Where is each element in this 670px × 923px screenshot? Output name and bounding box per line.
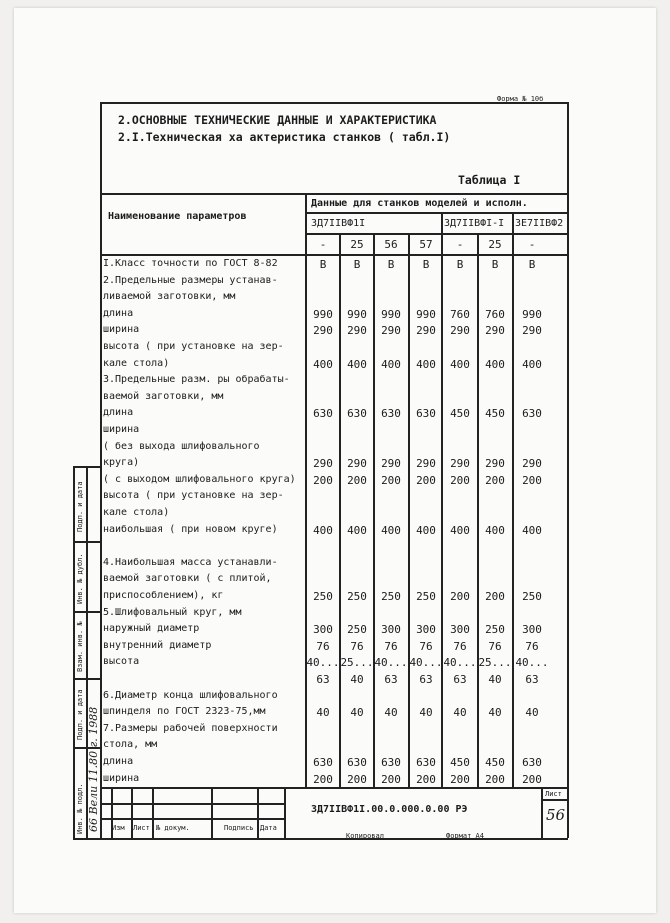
- row-value: 300: [522, 623, 542, 636]
- row-value: 990: [347, 308, 367, 321]
- stamp-repl-inv: Взам. инв. №: [76, 621, 84, 672]
- row-label: длина: [103, 407, 134, 418]
- variant-2: 25: [350, 238, 364, 251]
- row-value: 290: [522, 324, 542, 337]
- row-value: 290: [347, 457, 367, 470]
- row-value: 40...: [443, 656, 477, 669]
- row-value: 63: [384, 673, 398, 686]
- row-value: В: [387, 258, 395, 271]
- tb-date: Дата: [260, 824, 277, 832]
- stamp-rule-1: [73, 541, 101, 543]
- variant-3: 56: [384, 238, 398, 251]
- doc-code: 3Д7IIВФ1I.00.0.000.0.00 РЭ: [311, 804, 468, 815]
- model-a: 3Д7IIВФ1I: [311, 218, 366, 229]
- row-value: 200: [522, 474, 542, 487]
- tb-col-4: [211, 787, 213, 838]
- stamp-sign-date-1: Подп. и дата: [76, 481, 84, 532]
- row-value: 630: [381, 756, 401, 769]
- tb-col-3: [152, 787, 154, 838]
- row-label: шпинделя по ГОСТ 2323-75,мм: [103, 706, 266, 717]
- tb-izm: Изм: [112, 824, 125, 832]
- row-value: 76: [384, 640, 398, 653]
- row-value: 76: [453, 640, 467, 653]
- row-value: 630: [522, 407, 542, 420]
- row-label: наибольшая ( при новом круге): [103, 524, 278, 535]
- row-label: длина: [103, 756, 134, 767]
- row-value: 630: [522, 756, 542, 769]
- row-value: 40: [525, 706, 539, 719]
- row-value: 290: [485, 324, 505, 337]
- sheet-box-rule: [541, 799, 568, 801]
- row-value: 25...: [340, 656, 374, 669]
- row-value: 400: [347, 358, 367, 371]
- stamp-rule-3: [73, 678, 101, 680]
- row-label: 3.Предельные разм. ры обрабаты-: [103, 374, 290, 385]
- row-value: 76: [525, 640, 539, 653]
- col-line-7: [512, 212, 514, 787]
- row-value: 290: [313, 457, 333, 470]
- row-value: В: [456, 258, 464, 271]
- table-number: Таблица I: [458, 173, 521, 187]
- row-label: 4.Наибольшая масса устанавли-: [103, 557, 278, 568]
- tb-col-5: [257, 787, 259, 838]
- row-value: 400: [313, 358, 333, 371]
- row-value: 250: [485, 623, 505, 636]
- row-value: 250: [347, 623, 367, 636]
- row-value: 290: [416, 457, 436, 470]
- row-value: 400: [522, 358, 542, 371]
- stamp-top: [73, 466, 101, 468]
- row-label: круга): [103, 457, 140, 468]
- row-label: ваемой заготовки ( с плитой,: [103, 573, 272, 584]
- row-value: 400: [485, 524, 505, 537]
- form-number: Форма № 10б: [497, 95, 544, 103]
- row-label: кале стола): [103, 358, 170, 369]
- row-value: 400: [485, 358, 505, 371]
- data-header: Данные для станков моделей и исполн.: [311, 198, 528, 209]
- row-label: высота ( при установке на зер-: [103, 490, 284, 501]
- row-label: длина: [103, 308, 134, 319]
- row-value: 76: [316, 640, 330, 653]
- stamp-bottom: [73, 838, 101, 840]
- col-line-1: [305, 193, 307, 787]
- stamp-orig-inv: Инв. № подл.: [76, 783, 84, 834]
- row-value: 40...: [306, 656, 340, 669]
- row-value: 290: [381, 457, 401, 470]
- row-value: 200: [347, 773, 367, 786]
- row-value: 630: [313, 756, 333, 769]
- row-value: 40: [350, 673, 364, 686]
- row-value: 290: [381, 324, 401, 337]
- row-label: 5.Шлифовальный круг, мм: [103, 607, 242, 618]
- row-value: 630: [416, 756, 436, 769]
- row-value: 40...: [374, 656, 408, 669]
- stamp-sign-date-2: Подп. и дата: [76, 689, 84, 740]
- sheet-number: 56: [546, 806, 566, 824]
- header-bottom-rule: [100, 254, 568, 256]
- variant-1: -: [319, 238, 327, 251]
- row-label: высота ( при установке на зер-: [103, 341, 284, 352]
- row-label: ширина: [103, 424, 140, 435]
- row-value: 300: [416, 623, 436, 636]
- models-rule: [306, 212, 568, 214]
- row-value: 630: [347, 756, 367, 769]
- row-value: 200: [313, 474, 333, 487]
- row-value: 290: [485, 457, 505, 470]
- row-value: 40: [488, 706, 502, 719]
- variant-5: -: [456, 238, 464, 251]
- row-value: 200: [381, 474, 401, 487]
- row-label: 6.Диаметр конца шлифовального: [103, 690, 278, 701]
- row-label: ширина: [103, 324, 140, 335]
- table-top-rule: [100, 193, 568, 195]
- frame-left: [100, 102, 102, 838]
- tb-sign: Подпись: [224, 824, 254, 832]
- row-value: 250: [313, 590, 333, 603]
- row-value: 76: [419, 640, 433, 653]
- frame-bottom: [100, 838, 568, 840]
- row-value: 400: [416, 358, 436, 371]
- row-value: 63: [419, 673, 433, 686]
- row-value: В: [528, 258, 536, 271]
- row-value: 290: [313, 324, 333, 337]
- row-value: 40...: [409, 656, 443, 669]
- row-value: 450: [450, 756, 470, 769]
- row-label: 7.Размеры рабочей поверхности: [103, 723, 278, 734]
- tb-list: Лист: [133, 824, 150, 832]
- row-value: 200: [450, 590, 470, 603]
- row-label: кале стола): [103, 507, 170, 518]
- copied-label: Копировал: [346, 832, 384, 840]
- variant-6: 25: [488, 238, 502, 251]
- row-label: ( без выхода шлифовального: [103, 441, 260, 452]
- row-value: В: [353, 258, 361, 271]
- row-value: 290: [450, 457, 470, 470]
- row-value: 250: [522, 590, 542, 603]
- tb-doc: № докум.: [156, 824, 190, 832]
- model-c: 3Е7IIВФ2: [515, 218, 564, 229]
- row-label: ваемой заготовки, мм: [103, 391, 224, 402]
- row-value: 450: [485, 756, 505, 769]
- section-title: 2.ОСНОВНЫЕ ТЕХНИЧЕСКИЕ ДАННЫЕ И ХАРАКТЕРИСТИКА: [118, 113, 437, 127]
- row-value: 63: [525, 673, 539, 686]
- row-value: 76: [488, 640, 502, 653]
- row-value: 630: [313, 407, 333, 420]
- row-value: 290: [522, 457, 542, 470]
- variants-rule: [306, 233, 568, 235]
- row-value: 200: [381, 773, 401, 786]
- sheet-box-left: [541, 787, 543, 838]
- row-value: 200: [485, 590, 505, 603]
- row-value: 40: [453, 706, 467, 719]
- row-value: 250: [381, 590, 401, 603]
- row-value: 290: [416, 324, 436, 337]
- row-value: 40: [488, 673, 502, 686]
- row-value: 250: [347, 590, 367, 603]
- row-value: В: [422, 258, 430, 271]
- row-value: 40...: [515, 656, 549, 669]
- col-line-5: [441, 212, 443, 787]
- row-value: 300: [381, 623, 401, 636]
- variant-7: -: [528, 238, 536, 251]
- row-value: 450: [485, 407, 505, 420]
- model-b: 3Д7IIВФI-I: [444, 218, 505, 229]
- row-label: 2.Предельные размеры устанав-: [103, 275, 278, 286]
- row-value: 25...: [478, 656, 512, 669]
- subsection-title: 2.I.Техническая ха актеристика станков ( табл.I): [118, 130, 451, 144]
- row-value: 290: [450, 324, 470, 337]
- row-value: 400: [313, 524, 333, 537]
- row-value: 200: [347, 474, 367, 487]
- row-label: стола, мм: [103, 739, 158, 750]
- row-value: 400: [450, 524, 470, 537]
- row-value: 40: [350, 706, 364, 719]
- row-value: 400: [450, 358, 470, 371]
- row-value: 400: [347, 524, 367, 537]
- row-value: 990: [522, 308, 542, 321]
- row-value: 300: [313, 623, 333, 636]
- row-value: 300: [450, 623, 470, 636]
- row-value: В: [491, 258, 499, 271]
- row-label: ливаемой заготовки, мм: [103, 291, 236, 302]
- stamp-rule-2: [73, 611, 101, 613]
- row-value: 200: [485, 474, 505, 487]
- row-value: 200: [522, 773, 542, 786]
- row-label: высота: [103, 656, 140, 667]
- variant-4: 57: [419, 238, 433, 251]
- handwritten-note: 66 Вели 11.80 г. 1988: [87, 706, 100, 832]
- row-value: 450: [450, 407, 470, 420]
- row-value: 200: [450, 773, 470, 786]
- row-value: 63: [316, 673, 330, 686]
- row-value: 990: [381, 308, 401, 321]
- row-value: 630: [381, 407, 401, 420]
- format-label: Формат А4: [446, 832, 484, 840]
- row-label: ширина: [103, 773, 140, 784]
- row-value: 400: [381, 358, 401, 371]
- row-value: 63: [453, 673, 467, 686]
- row-value: В: [319, 258, 327, 271]
- row-value: 200: [416, 474, 436, 487]
- row-value: 200: [485, 773, 505, 786]
- row-value: 200: [450, 474, 470, 487]
- row-value: 760: [485, 308, 505, 321]
- row-value: 200: [416, 773, 436, 786]
- row-value: 630: [416, 407, 436, 420]
- row-label: I.Класс точности по ГОСТ 8-82: [103, 258, 278, 269]
- row-value: 760: [450, 308, 470, 321]
- row-value: 400: [522, 524, 542, 537]
- row-value: 40: [419, 706, 433, 719]
- row-value: 40: [316, 706, 330, 719]
- titleblock-top-rule: [100, 787, 568, 789]
- stamp-line-outer: [73, 466, 75, 838]
- stamp-dup-inv: Инв. № дубл.: [76, 553, 84, 604]
- row-value: 250: [416, 590, 436, 603]
- row-value: 40: [384, 706, 398, 719]
- row-value: 630: [347, 407, 367, 420]
- row-value: 290: [347, 324, 367, 337]
- row-value: 400: [381, 524, 401, 537]
- row-label: ( с выходом шлифовального круга): [103, 474, 296, 485]
- row-value: 400: [416, 524, 436, 537]
- row-value: 76: [350, 640, 364, 653]
- sheet-label: Лист: [545, 790, 562, 798]
- row-value: 200: [313, 773, 333, 786]
- row-value: 990: [313, 308, 333, 321]
- row-label: внутренний диаметр: [103, 640, 212, 651]
- titleblock-divider: [284, 787, 286, 838]
- row-label: наружный диаметр: [103, 623, 200, 634]
- row-value: 990: [416, 308, 436, 321]
- param-header: Наименование параметров: [108, 211, 247, 222]
- row-label: приспособлением), кг: [103, 590, 224, 601]
